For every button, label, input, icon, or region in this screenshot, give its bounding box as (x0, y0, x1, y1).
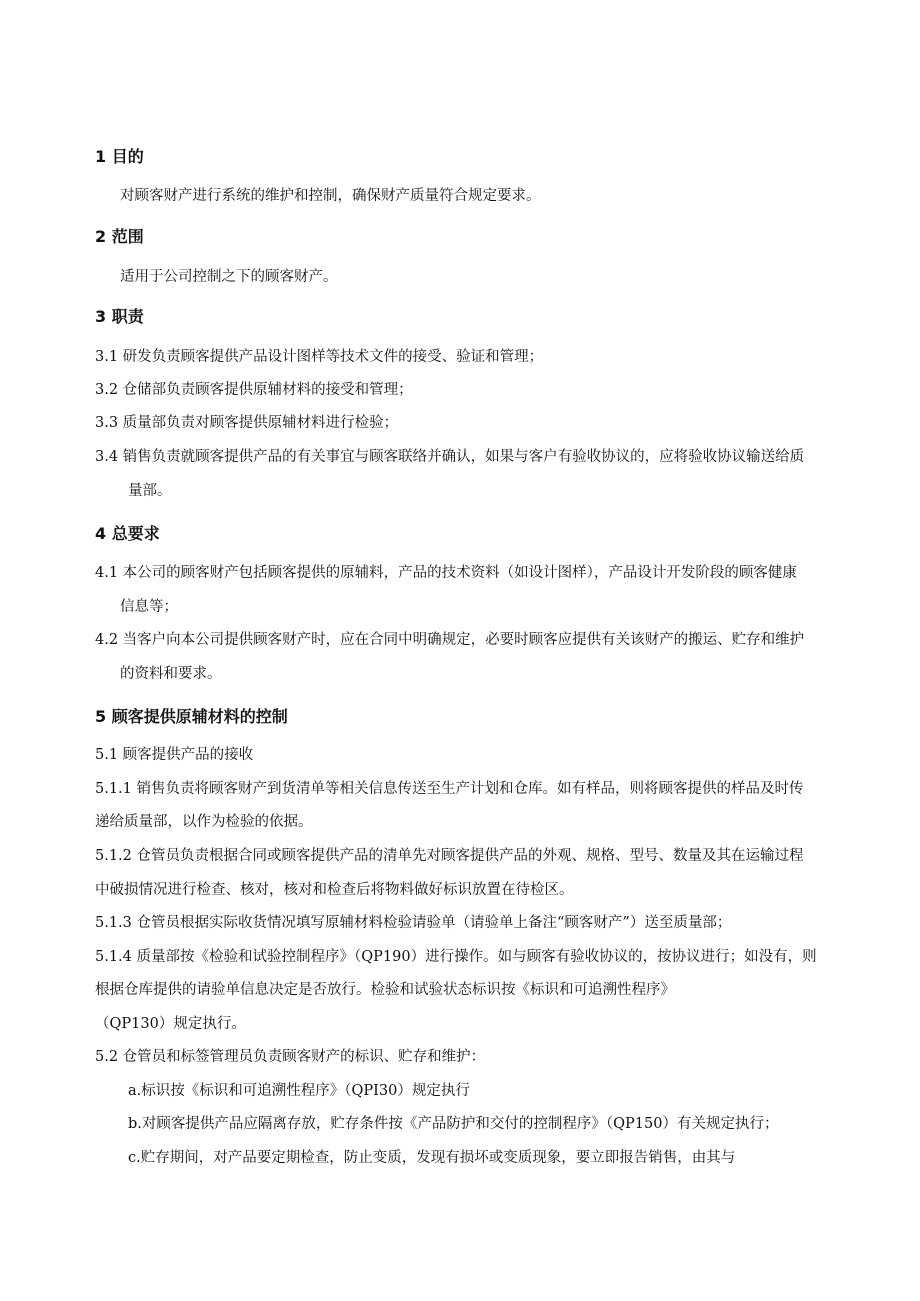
item-5-1-1-line-1: 5.1.1 销售负责将顾客财产到货清单等相关信息传送至生产计划和仓库。如有样品，则将顾客提供的样品及时传 (95, 781, 804, 797)
item-5-2-c: c.贮存期间，对产品要定期检查，防止变质，发现有损坏或变质现象，要立即报告销售，由其与 (128, 1150, 736, 1166)
section-1-heading: 1 目的 (95, 147, 144, 166)
item-5-1-3: 5.1.3 仓管员根据实际收货情况填写原辅材料检验请验单（请验单上备注“顾客财产”）送至质量部； (95, 915, 732, 931)
item-4-1-line-2: 信息等； (120, 599, 178, 615)
item-4-1-line-1: 4.1 本公司的顾客财产包括顾客提供的原辅料，产品的技术资料（如设计图样），产品设计开发阶段的顾客健康 (95, 565, 797, 581)
item-4-2-line-2: 的资料和要求。 (120, 666, 222, 682)
item-5-1-4-line-2: 根据仓库提供的请验单信息决定是否放行。检验和试验状态标识按《标识和可追溯性程序》 (95, 982, 675, 998)
item-3-3: 3.3 质量部负责对顾客提供原辅材料进行检验； (95, 415, 399, 431)
item-5-1-4-line-1: 5.1.4 质量部按《检验和试验控制程序》（QP190）进行操作。如与顾客有验收协议的，按协议进行；如没有，则 (95, 949, 817, 965)
item-5-2-a: a.标识按《标识和可追溯性程序》（QPI30）规定执行 (128, 1083, 470, 1099)
section-2-heading: 2 范围 (95, 227, 144, 246)
item-5-1-2-line-2: 中破损情况进行检查、核对，核对和检查后将物料做好标识放置在待检区。 (95, 882, 574, 898)
item-5-1-1-line-2: 递给质量部，以作为检验的依据。 (95, 814, 313, 830)
item-5-1-2-line-1: 5.1.2 仓管员负责根据合同或顾客提供产品的清单先对顾客提供产品的外观、规格、型号、数量及其在运输过程 (95, 848, 804, 864)
item-4-2-line-1: 4.2 当客户向本公司提供顾客财产时，应在合同中明确规定，必要时顾客应提供有关该财产的搬运、贮存和维护 (95, 632, 805, 648)
item-3-2: 3.2 仓储部负责顾客提供原辅材料的接受和管理； (95, 382, 413, 398)
section-2-text: 适用于公司控制之下的顾客财产。 (120, 269, 338, 285)
item-5-1: 5.1 顾客提供产品的接收 (95, 747, 254, 763)
item-5-1-4-line-3: （QP130）规定执行。 (95, 1016, 246, 1032)
section-1-text: 对顾客财产进行系统的维护和控制，确保财产质量符合规定要求。 (120, 188, 541, 204)
item-3-4-line-1: 3.4 销售负责就顾客提供产品的有关事宜与顾客联络并确认，如果与客户有验收协议的，应将验收协议输送给质 (95, 449, 805, 465)
section-5-heading: 5 顾客提供原辅材料的控制 (95, 707, 288, 726)
section-3-heading: 3 职责 (95, 307, 144, 326)
item-5-2-b: b.对顾客提供产品应隔离存放，贮存条件按《产品防护和交付的控制程序》（QP150）有关规定执行； (128, 1116, 779, 1132)
section-4-heading: 4 总要求 (95, 524, 160, 543)
item-3-1: 3.1 研发负责顾客提供产品设计图样等技术文件的接受、验证和管理； (95, 349, 544, 365)
item-3-4-line-2: 量部。 (128, 483, 172, 499)
item-5-2: 5.2 仓管员和标签管理员负责顾客财产的标识、贮存和维护： (95, 1049, 486, 1065)
